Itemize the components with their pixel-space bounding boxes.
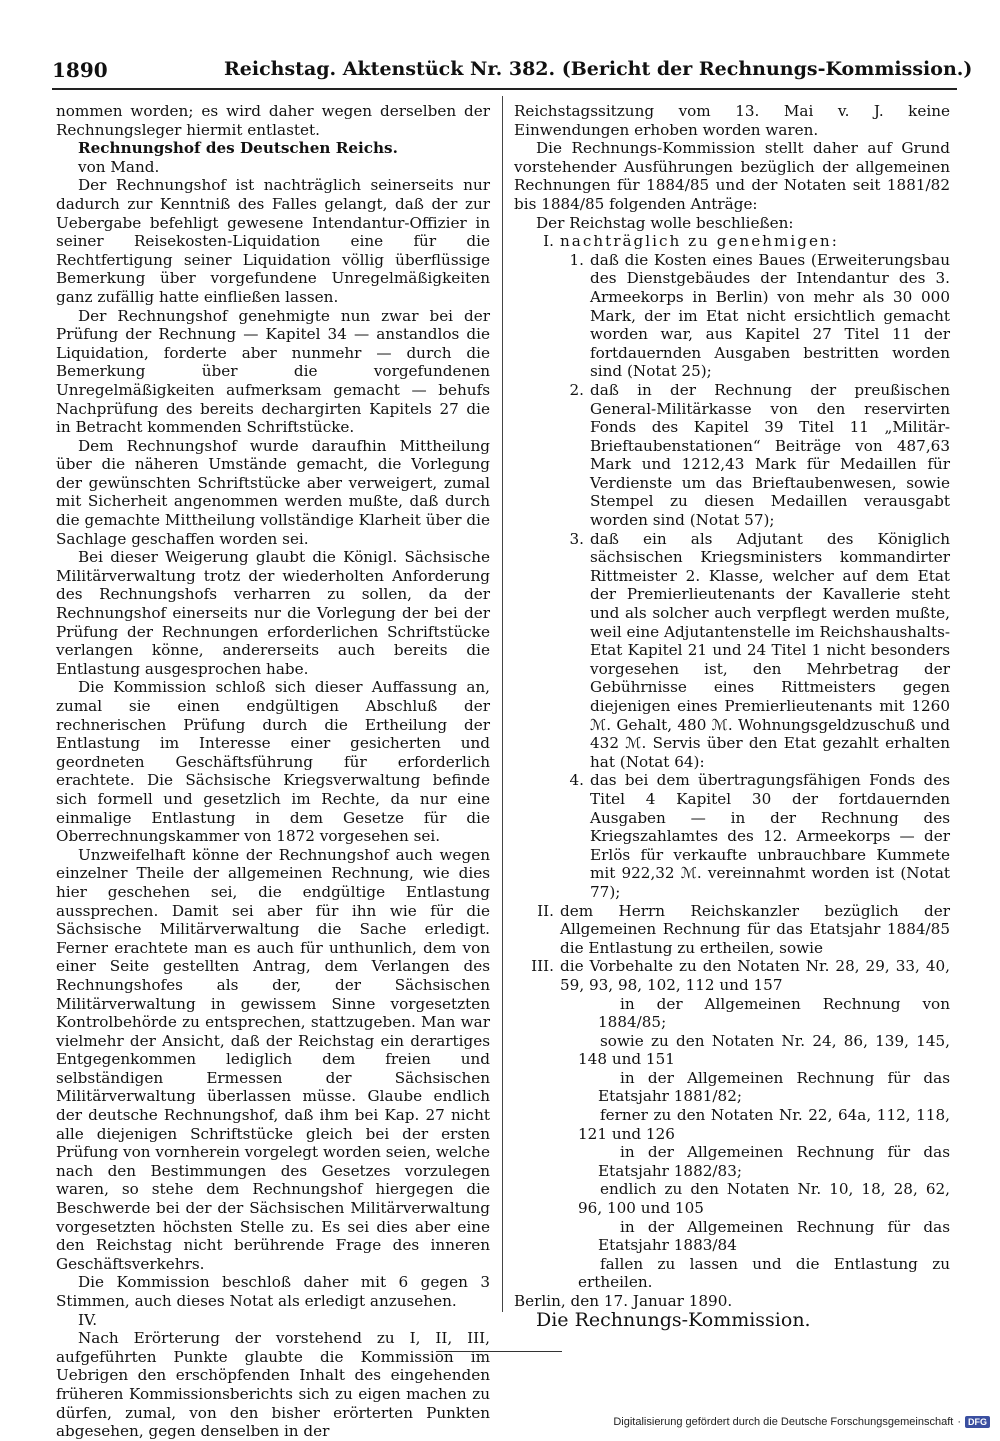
right-column <box>514 102 950 1329</box>
footer-rule <box>436 1351 562 1352</box>
list-text: daß ein als Adjutant des Königlich sächsischen Kriegsministers kommandirter Rittmeister 2. Klasse, welcher auf dem Etat der Premierlieutenants der Kavallerie steht und als solcher auch verpflegt werden mußte, weil eine Adjutantenstelle im Reichshaushalts-Etat Kapitel 21 und 24 Titel 1 nicht besonders vorgesehen ist, den Mehrbetrag der Gebührnisse eines Rittmeisters gegen diejenigen eines Premierlieutenants mit 1260 ℳ. Gehalt, 480 ℳ. Wohnungsgeldzuschuß und 432 ℳ. Servis über den Etat gezahlt erhalten hat (Notat 64): <box>590 529 950 771</box>
date-line: Berlin, den 17. Januar 1890. <box>514 1292 733 1310</box>
paragraph: Die Rechnungs-Kommission stellt daher auf Grund vorstehender Ausführungen bezüglich der allgemeinen Rechnungen für 1884/85 und der Notaten seit 1881/82 bis 1884/85 folgenden Anträge: <box>514 139 950 213</box>
list-subtext: endlich zu den Notaten Nr. 10, 18, 28, 62, 96, 100 und 105 <box>578 1180 950 1218</box>
paragraph: Der Rechnungshof ist nachträglich seinerseits nur dadurch zur Kenntniß des Falles gelangt, daß der zur Uebergabe befehligt gewesene Intendantur-Offizier in seiner Reisekosten-Liquidation eine für die Rechtfertigung seiner Liquidation völlig überflüssige Bemerkung über vorgefundene Unregelmäßigkeiten ganz zufällig hatte einfließen lassen. <box>56 176 490 306</box>
left-column <box>56 102 490 1441</box>
list-text: das bei dem übertragungsfähigen Fonds des Titel 4 Kapitel 30 der fortdauernden Ausgaben — in der Rechnung des Kriegszahlamtes des 12. Armeekorps — der Erlös für verkaufte unbrauchbare Kummete mit 922,32 ℳ. vereinnahmt worden ist (Notat 77); <box>590 771 950 901</box>
section-heading: Rechnungshof des Deutschen Reichs. <box>78 139 398 158</box>
list-number: II. <box>537 901 554 920</box>
section-numeral: IV. <box>78 1310 98 1329</box>
list-text: nachträglich zu genehmigen: <box>560 232 839 251</box>
list-item <box>514 957 950 994</box>
paragraph: nommen worden; es wird daher wegen derselben der Rechnungsleger hiermit entlastet. <box>56 102 490 139</box>
list-text: dem Herrn Reichskanzler bezüglich der Allgemeinen Rechnung für das Etatsjahr 1884/85 die Entlastung zu ertheilen, sowie <box>560 901 950 957</box>
page-number: 1890 <box>52 58 108 82</box>
dfg-logo-icon: DFG <box>965 1416 990 1428</box>
list-number: III. <box>531 957 554 976</box>
list-subtext: fallen zu lassen und die Entlastung zu ertheilen. <box>578 1254 950 1292</box>
list-item <box>514 530 950 772</box>
footer-dot: · <box>957 1416 961 1428</box>
list-item <box>514 251 950 381</box>
list-number: 2. <box>569 380 584 399</box>
paragraph: Der Rechnungshof genehmigte nun zwar bei der Prüfung der Rechnung — Kapitel 34 — anstandlos die Liquidation, forderte aber nunmehr — durch die Bemerkung über die vorgefundenen Unregelmäßigkeiten aufmerksam gemacht — behufs Nachprüfung des bereits dechargirten Kapitels 27 die in Betracht kommenden Schriftstücke. <box>56 306 490 437</box>
list-item <box>514 902 950 958</box>
list-subtext: in der Allgemeinen Rechnung für das Etatsjahr 1883/84 <box>598 1217 950 1255</box>
paragraph: Unzweifelhaft könne der Rechnungshof auch wegen einzelner Theile der allgemeinen Rechnung, wie dies hier geschehen sei, die endgültige Entlastung aussprechen. Damit sei aber für ihn wie für die Sächsische Militärverwaltung die Sache erledigt. Ferner erachtete man es auch für unthunlich, dem von einer Seite gestellten Antrag, dem Verlangen des Rechnungshofes als der, der Sächsischen Militärverwaltung in gewissem Sinne vorgesetzten Kontrolbehörde zu entsprechen, stattzugeben. Man war vielmehr der Ansicht, daß der Reichstag ein derartiges Entgegenkommen lediglich dem freien und selbständigen Ermessen der Sächsischen Militärverwaltung überlassen müsse. Glaube endlich der deutsche Rechnungshof, daß ihm bei Kap. 27 nicht alle diejenigen Schriftstücke gleich bei der ersten Prüfung von vornherein vorgelegt worden seien, welche nach den Bestimmungen des Gesetzes vorzulegen waren, so stehe dem Rechnungshof hiergegen die Beschwerde bei der der Sächsischen Militärverwaltung vorgesetzten höchsten Stelle zu. Es sei dies aber eine den Reichstag nicht berührende Frage des inneren Geschäftsverkehrs. <box>56 845 490 1273</box>
paragraph: Nach Erörterung der vorstehend zu I, II, III, aufgeführten Punkte glaubte die Kommission im Uebrigen den erschöpfenden Inhalt des eingehenden früheren Kommissionsberichts sich zu eigen machen zu dürfen, zumal, von den bisher erörterten Punkten abgesehen, gegen denselben in der <box>56 1329 490 1441</box>
list-number: I. <box>543 232 554 251</box>
list-text: daß die Kosten eines Baues (Erweiterungsbau des Dienstgebäudes der Intendantur des 3. Armeekorps in Berlin) von mehr als 30 000 Mark, der im Etat nicht ersichtlich gemacht worden war, aus Kapitel 27 Titel 11 der fortdauernden Ausgaben bestritten worden sind (Notat 25); <box>590 250 950 381</box>
paragraph: Reichstagssitzung vom 13. Mai v. J. keine Einwendungen erhoben worden waren. <box>514 102 950 139</box>
list-item <box>514 381 950 530</box>
list-text: daß in der Rechnung der preußischen General-Militärkasse von den reservirten Fonds des Kapitel 39 Titel 11 „Militär-Brieftaubenstationen“ Beiträge von 487,63 Mark und 1212,43 Mark für Medaillen für Verdienste um das Brieftaubenwesen, sowie Stempel zu diesen Medaillen verausgabt worden sind (Notat 57); <box>590 380 950 530</box>
paragraph: Die Kommission schloß sich dieser Auffassung an, zumal sie einen endgültigen Abschluß der rechnerischen Prüfung durch die Ertheilung der Entlastung im Interesse einer gesicherten und geordneten Geschäftsführung für erforderlich erachtete. Die Sächsische Kriegsverwaltung befinde sich formell und gesetzlich im Rechte, da nur eine einmalige Entlastung in dem Gesetze für die Oberrechnungskammer von 1872 vorgesehen sei. <box>56 678 490 846</box>
list-text: die Vorbehalte zu den Notaten Nr. 28, 29, 33, 40, 59, 93, 98, 102, 112 und 157 <box>560 957 950 994</box>
list-number: 3. <box>569 529 584 548</box>
footer-credit: Digitalisierung gefördert durch die Deutsche Forschungsgemeinschaft <box>613 1416 954 1428</box>
list-subtext: ferner zu den Notaten Nr. 22, 64a, 112, 118, 121 und 126 <box>578 1106 950 1143</box>
list-item <box>514 232 950 251</box>
paragraph: Die Kommission beschloß daher mit 6 gegen 3 Stimmen, auch dieses Notat als erledigt anzusehen. <box>56 1273 490 1310</box>
header-rule <box>52 88 957 90</box>
paragraph: Bei dieser Weigerung glaubt die Königl. Sächsische Militärverwaltung trotz der wiederholten Anforderung des Rechnungshofs verharren zu sollen, da der Rechnungshof einerseits nur die Vorlegung der bei der Prüfung der Rechnungen erforderlichen Schriftstücke verlangen könne, andererseits auch bereits die Entlastung ausgesprochen habe. <box>56 548 490 678</box>
paragraph: Dem Rechnungshof wurde daraufhin Mittheilung über die näheren Umstände gemacht, die Vorlegung der gewünschten Schriftstücke aber verweigert, zumal mit Sicherheit angenommen werden mußte, daß durch die gemachte Mittheilung vollständige Klarheit über die Sachlage geschaffen worden sei. <box>56 436 490 548</box>
list-subtext: sowie zu den Notaten Nr. 24, 86, 139, 145, 148 und 151 <box>578 1031 950 1069</box>
section-subheading: von Mand. <box>78 157 160 176</box>
list-number: 1. <box>569 250 584 269</box>
list-subtext: in der Allgemeinen Rechnung für das Etatsjahr 1882/83; <box>598 1143 950 1180</box>
page-header <box>52 58 973 88</box>
list-item <box>514 771 950 901</box>
running-title: Reichstag. Aktenstück Nr. 382. (Bericht der Rechnungs-Kommission.) <box>224 58 973 80</box>
column-divider <box>502 96 503 1312</box>
footer <box>613 1416 990 1428</box>
signature: Die Rechnungs-Kommission. <box>536 1308 811 1331</box>
list-subtext: in der Allgemeinen Rechnung von 1884/85; <box>598 994 950 1032</box>
list-subtext: in der Allgemeinen Rechnung für das Etatsjahr 1881/82; <box>598 1068 950 1106</box>
resolution-lead: Der Reichstag wolle beschließen: <box>536 213 794 232</box>
list-number: 4. <box>569 771 584 790</box>
